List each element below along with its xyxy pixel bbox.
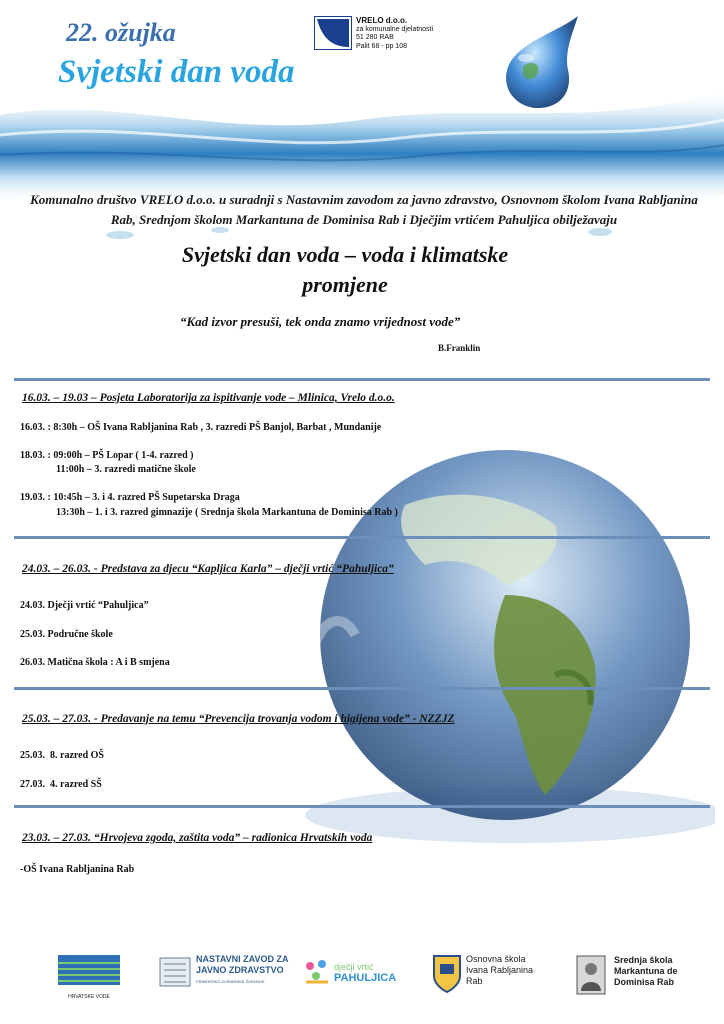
nzjz-line-1: NASTAVNI ZAVOD ZA — [196, 954, 289, 964]
vrelo-logo-icon — [314, 16, 352, 50]
children-figures-icon — [302, 958, 332, 988]
quote-author: B.Franklin — [438, 343, 481, 353]
section-3-heading: 25.03. – 27.03. - Predavanje na temu “Prevencija trovanja vodom i higijena vode” - NZZJZ — [22, 713, 455, 725]
section-1-heading: 16.03. – 19.03 – Posjeta Laboratorija za ispitivanje vode – Mlinica, Vrelo d.o.o. — [22, 392, 395, 404]
vrelo-company-info — [356, 17, 433, 51]
section-1-entry: 13:30h – 1. i 3. razred gimnazije ( Srednja škola Markantuna de Dominisa Rab ) — [56, 507, 398, 518]
main-title-line-1: Svjetski dan voda – voda i klimatske — [181, 242, 509, 267]
vrtic-line-1: dječji vrtić — [334, 962, 374, 972]
section-1-entry: 19.03. : 10:45h – 3. i 4. razred PŠ Supetarska Draga — [20, 492, 240, 503]
vrelo-postcode: 51 280 RAB — [356, 34, 394, 41]
vrtic-line-2: PAHULJICA — [334, 972, 397, 984]
ss-line-1: Srednja škola — [614, 955, 673, 965]
nzjz-line-2: JAVNO ZDRAVSTVO — [196, 965, 284, 975]
main-title — [100, 240, 590, 300]
section-2-heading: 24.03. – 26.03. - Predstava za djecu “Kapljica Karla” – dječji vrtić “Pahuljica” — [22, 563, 394, 575]
ss-markantuna-logo — [576, 955, 678, 995]
water-drop-globe-icon — [478, 12, 588, 112]
section-divider — [14, 805, 710, 808]
section-2-entry: 25.03. Područne škole — [20, 629, 113, 640]
vrelo-name: VRELO d.o.o. — [356, 16, 408, 25]
nzjz-logo — [158, 954, 289, 988]
section-4-heading: 23.03. – 27.03. “Hrvojeva zgoda, zaštita voda” – radionica Hrvatskih voda — [22, 832, 373, 844]
hrvatske-vode-icon — [58, 955, 120, 993]
nzjz-line-3: PRIMORSKO-GORANSKE ŽUPANIJE — [196, 979, 265, 984]
os-line-1: Osnovna škola — [466, 954, 526, 964]
section-3-entry: 25.03. 8. razred OŠ — [20, 750, 104, 761]
os-line-2: Ivana Rabljanina — [466, 965, 534, 975]
hrvatske-vode-label: HRVATSKE VODE — [68, 994, 110, 1000]
intro-paragraph: Komunalno društvo VRELO d.o.o. u suradnji s Nastavnim zavodom za javno zdravstvo, Osnovnom školom Ivana Rabljanina Rab, Srednjom školom Markantuna de Dominisa Rab i Dječjim vrtićem Pahuljica obilježavaju — [30, 192, 698, 227]
section-2-entry: 24.03. Dječji vrtić “Pahuljica” — [20, 600, 149, 611]
quote: “Kad izvor presuši, tek onda znamo vrijednost vode” — [180, 314, 461, 329]
section-divider — [14, 536, 710, 539]
section-divider — [14, 687, 710, 690]
main-title-line-2: promjene — [302, 272, 388, 297]
hrvatske-vode-logo — [58, 955, 120, 1003]
vrelo-address: Palit 68 - pp 108 — [356, 42, 407, 50]
section-1-entry: 18.03. : 09:00h – PŠ Lopar ( 1-4. razred ) — [20, 450, 194, 461]
event-title: Svjetski dan voda — [58, 54, 295, 90]
os-line-3: Rab — [466, 976, 483, 986]
event-date: 22. ožujka — [66, 18, 176, 47]
school-crest-icon — [432, 954, 462, 994]
ss-line-3: Dominisa Rab — [614, 977, 675, 987]
section-2-entry: 26.03. Matična škola : A i B smjena — [20, 657, 170, 668]
ss-line-2: Markantuna de — [614, 966, 678, 976]
section-3-entry: 27.03. 4. razred SŠ — [20, 779, 102, 790]
os-ivana-rabljanina-logo — [432, 954, 533, 994]
vrtic-pahuljica-logo — [302, 958, 396, 988]
portrait-icon — [576, 955, 606, 995]
section-divider — [14, 378, 710, 381]
section-1-entry: 11:00h – 3. razredi matične škole — [56, 464, 196, 475]
section-4-entry: -OŠ Ivana Rabljanina Rab — [20, 864, 135, 875]
nzjz-building-icon — [158, 954, 192, 988]
section-1-entry: 16.03. : 8:30h – OŠ Ivana Rabljanina Rab , 3. razredi PŠ Banjol, Barbat , Mundanije — [20, 422, 382, 433]
vrelo-subtitle: za komunalne djelatnosti — [356, 25, 434, 33]
